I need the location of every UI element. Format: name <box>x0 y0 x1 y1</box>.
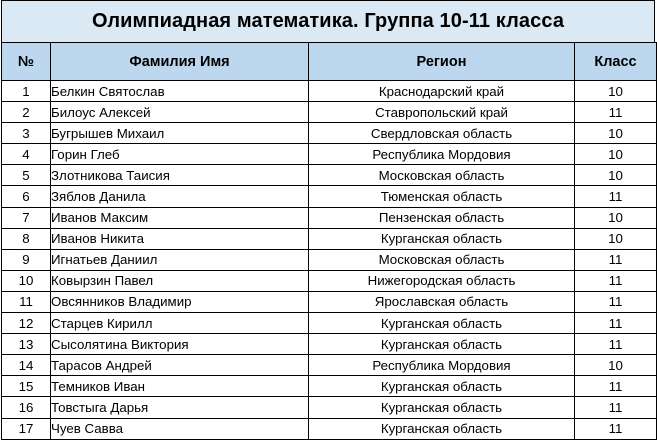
row-number-cell: 14 <box>2 355 51 376</box>
region-cell: Московская область <box>309 249 575 270</box>
participant-name-cell: Товстыга Дарья <box>51 397 309 418</box>
participant-name-cell: Игнатьев Даниил <box>51 249 309 270</box>
row-number-cell: 9 <box>2 249 51 270</box>
table-row <box>2 186 657 207</box>
class-cell: 10 <box>575 355 657 376</box>
class-cell: 11 <box>575 313 657 334</box>
class-cell: 10 <box>575 81 657 102</box>
row-number-cell: 16 <box>2 397 51 418</box>
class-cell: 11 <box>575 418 657 439</box>
region-cell: Республика Мордовия <box>309 355 575 376</box>
region-cell: Курганская область <box>309 397 575 418</box>
row-number-cell: 10 <box>2 270 51 291</box>
table-row <box>2 144 657 165</box>
class-cell: 11 <box>575 270 657 291</box>
participant-name-cell: Злотникова Таисия <box>51 165 309 186</box>
class-cell: 11 <box>575 376 657 397</box>
column-header-region: Регион <box>309 43 575 81</box>
participant-name-cell: Билоус Алексей <box>51 102 309 123</box>
region-cell: Свердловская область <box>309 123 575 144</box>
column-header-number: № <box>2 43 51 81</box>
row-number-cell: 5 <box>2 165 51 186</box>
table-row <box>2 376 657 397</box>
row-number-cell: 13 <box>2 334 51 355</box>
table-row <box>2 102 657 123</box>
region-cell: Московская область <box>309 165 575 186</box>
class-cell: 11 <box>575 291 657 312</box>
region-cell: Курганская область <box>309 313 575 334</box>
table-row <box>2 397 657 418</box>
class-cell: 11 <box>575 397 657 418</box>
region-cell: Курганская область <box>309 418 575 439</box>
row-number-cell: 17 <box>2 418 51 439</box>
row-number-cell: 2 <box>2 102 51 123</box>
participant-name-cell: Темников Иван <box>51 376 309 397</box>
region-cell: Республика Мордовия <box>309 144 575 165</box>
participant-name-cell: Сысолятина Виктория <box>51 334 309 355</box>
column-header-name: Фамилия Имя <box>51 43 309 81</box>
class-cell: 11 <box>575 102 657 123</box>
participant-name-cell: Бугрышев Михаил <box>51 123 309 144</box>
participant-name-cell: Белкин Святослав <box>51 81 309 102</box>
region-cell: Краснодарский край <box>309 81 575 102</box>
class-cell: 11 <box>575 186 657 207</box>
row-number-cell: 11 <box>2 291 51 312</box>
row-number-cell: 7 <box>2 207 51 228</box>
table-row <box>2 270 657 291</box>
class-cell: 10 <box>575 207 657 228</box>
class-cell: 10 <box>575 228 657 249</box>
participant-name-cell: Тарасов Андрей <box>51 355 309 376</box>
row-number-cell: 8 <box>2 228 51 249</box>
participants-table <box>1 42 657 440</box>
participant-name-cell: Чуев Савва <box>51 418 309 439</box>
table-row <box>2 207 657 228</box>
table-row <box>2 334 657 355</box>
participant-name-cell: Ковырзин Павел <box>51 270 309 291</box>
region-cell: Курганская область <box>309 228 575 249</box>
class-cell: 10 <box>575 165 657 186</box>
participant-name-cell: Иванов Никита <box>51 228 309 249</box>
table-row <box>2 228 657 249</box>
table-title: Олимпиадная математика. Группа 10-11 класса <box>1 0 655 42</box>
participant-name-cell: Старцев Кирилл <box>51 313 309 334</box>
table-row <box>2 313 657 334</box>
row-number-cell: 4 <box>2 144 51 165</box>
region-cell: Ярославская область <box>309 291 575 312</box>
class-cell: 11 <box>575 334 657 355</box>
class-cell: 11 <box>575 249 657 270</box>
table-body <box>2 81 657 440</box>
region-cell: Пензенская область <box>309 207 575 228</box>
table-row <box>2 291 657 312</box>
participant-name-cell: Зяблов Данила <box>51 186 309 207</box>
row-number-cell: 15 <box>2 376 51 397</box>
region-cell: Нижегородская область <box>309 270 575 291</box>
table-row <box>2 165 657 186</box>
column-header-class: Класс <box>575 43 657 81</box>
row-number-cell: 6 <box>2 186 51 207</box>
class-cell: 10 <box>575 123 657 144</box>
region-cell: Курганская область <box>309 376 575 397</box>
table-row <box>2 249 657 270</box>
participant-name-cell: Овсянников Владимир <box>51 291 309 312</box>
row-number-cell: 3 <box>2 123 51 144</box>
table-row <box>2 418 657 439</box>
region-cell: Ставропольский край <box>309 102 575 123</box>
participant-name-cell: Иванов Максим <box>51 207 309 228</box>
class-cell: 10 <box>575 144 657 165</box>
region-cell: Тюменская область <box>309 186 575 207</box>
region-cell: Курганская область <box>309 334 575 355</box>
table-row <box>2 355 657 376</box>
row-number-cell: 12 <box>2 313 51 334</box>
table-row <box>2 81 657 102</box>
table-row <box>2 123 657 144</box>
header-row <box>2 43 657 81</box>
row-number-cell: 1 <box>2 81 51 102</box>
participant-name-cell: Горин Глеб <box>51 144 309 165</box>
